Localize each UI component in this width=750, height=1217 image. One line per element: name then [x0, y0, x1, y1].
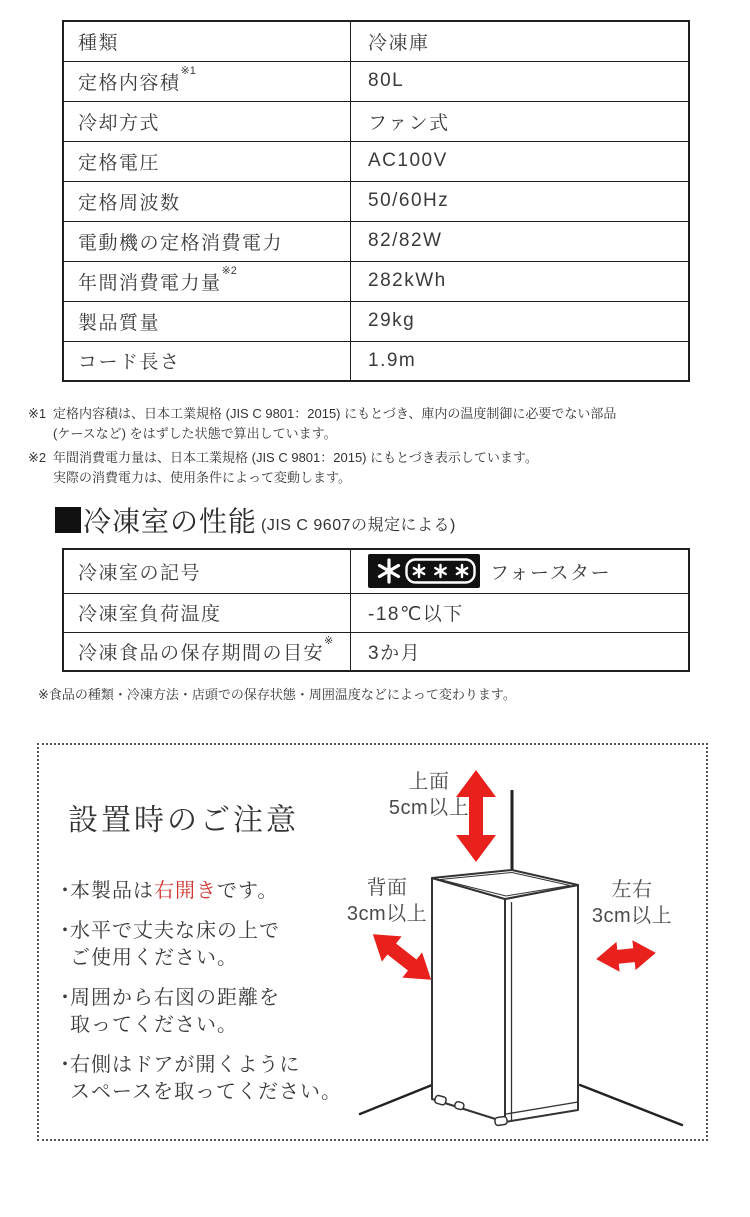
spec-value: 1.9m [351, 341, 690, 381]
spec-label: 電動機の定格消費電力 [63, 221, 351, 261]
table-row [63, 61, 689, 101]
spec-label: 定格内容積$^{※1}$ [63, 61, 351, 101]
four-star-label: フォースター [490, 562, 612, 584]
list-item: ・ 本製品は右開きです。 [55, 880, 279, 902]
spec-label: 種類 [63, 21, 351, 61]
spec-label: 冷凍室の記号 [63, 549, 351, 593]
section-title: 冷凍室の性能 [83, 506, 258, 537]
four-star-mark-icon [368, 554, 480, 588]
spec-table [62, 20, 690, 382]
freezer-footnote: ※食品の種類・冷凍方法・店頭での保存状態・周囲温度などによって変わります。 [38, 687, 516, 702]
top-clearance-arrow [456, 770, 496, 862]
table-row [63, 181, 689, 221]
table-row [63, 21, 689, 61]
table-row [63, 101, 689, 141]
table-row [63, 141, 689, 181]
table-row [63, 341, 689, 381]
spec-label: コード長さ [63, 341, 351, 381]
table-row [63, 261, 689, 301]
spec-label: 定格周波数 [63, 181, 351, 221]
freezer-drawing [432, 870, 578, 1122]
spec-value: 冷凍庫 [351, 21, 690, 61]
back-clearance-label: 背面 3cm以上 [346, 877, 428, 925]
spec-value [351, 549, 690, 593]
spec-value: 29kg [351, 301, 690, 341]
table-row [63, 221, 689, 261]
freezer-performance-table [62, 548, 690, 672]
table-row [63, 301, 689, 341]
list-item: ・ 周囲から右図の距離を 取ってください。 [55, 987, 280, 1036]
spec-value: 3か月 [351, 632, 690, 671]
list-item: ・ 右側はドアが開くように スペースを取ってください。 [55, 1054, 342, 1103]
spec-footnotes [28, 404, 616, 492]
spec-label: 年間消費電力量$^{※2}$ [63, 261, 351, 301]
table-row [63, 632, 689, 671]
spec-label: 冷凍室負荷温度 [63, 593, 351, 632]
spec-value: 282kWh [351, 261, 690, 301]
footnote-marker: ※2 [28, 450, 47, 465]
top-clearance-label: 上面 5cm以上 [388, 771, 470, 819]
spec-value: AC100V [351, 141, 690, 181]
back-clearance-arrow [363, 922, 441, 993]
spec-value: 50/60Hz [351, 181, 690, 221]
installation-notice-box [37, 743, 708, 1141]
spec-label: 定格電圧 [63, 141, 351, 181]
spec-label: 冷凍食品の保存期間の目安※ [63, 632, 351, 671]
spec-label: 冷却方式 [63, 101, 351, 141]
table-row [63, 593, 689, 632]
side-clearance-arrow [595, 938, 658, 974]
installation-bullets [55, 878, 342, 1119]
installation-title: 設置時のご注意 [68, 804, 299, 837]
spec-value: 82/82W [351, 221, 690, 261]
side-clearance-label: 左右 3cm以上 [591, 879, 673, 927]
freezer-clearance-illustration [339, 745, 710, 1139]
right-opening-highlight: 右開き [154, 880, 217, 902]
section-marker-icon [55, 507, 81, 533]
spec-value: 80L [351, 61, 690, 101]
footnote-marker: ※1 [28, 406, 47, 421]
spec-label: 製品質量 [63, 301, 351, 341]
section-title-note: (JIS C 9607の規定による) [261, 517, 456, 534]
freezer-performance-heading [55, 500, 456, 540]
spec-value: -18℃以下 [351, 593, 690, 632]
footnote-2: ※2 年間消費電力量は、日本工業規格 (JIS C 9801：2015) にもとづき表示しています。 実際の消費電力は、使用条件によって変動します。 [28, 448, 616, 487]
footnote-1: ※1 定格内容積は、日本工業規格 (JIS C 9801：2015) にもとづき、庫内の温度制御に必要でない部品 (ケースなど) をはずした状態で算出しています。 [28, 404, 616, 443]
table-row [63, 549, 689, 593]
spec-value: ファン式 [351, 101, 690, 141]
list-item: ・ 水平で丈夫な床の上で ご使用ください。 [55, 920, 280, 969]
